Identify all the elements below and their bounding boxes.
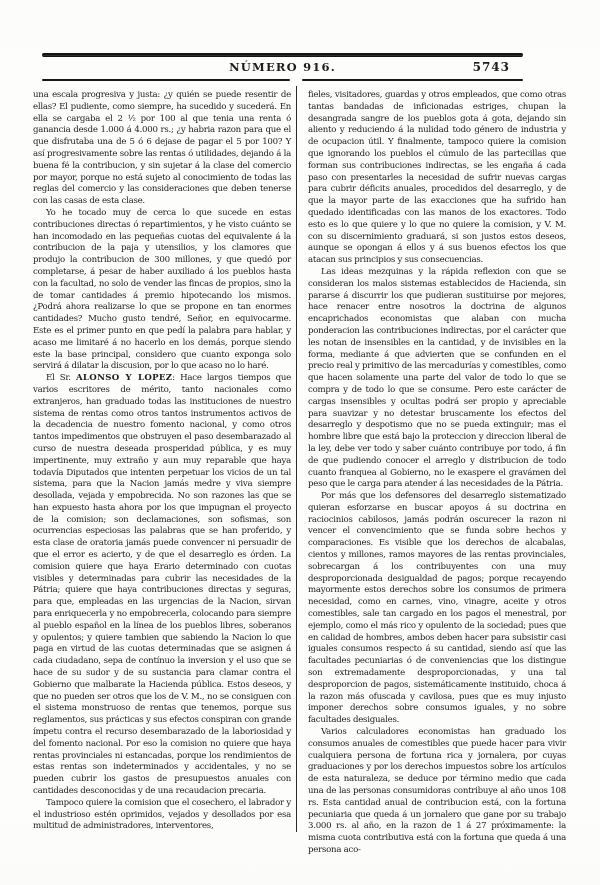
paragraph-text: : Hace largos tiempos que varios escritores de mérito, tanto nacionales como extranjeros, han graduado todas las instituciones de nuestro sistema de rentas como otros tantos instrumentos activos de la decadencia de nuestro fomento nacional, y como otros tantos impedimentos que obstruyen el paso desembarazado al curso de nuestra deseada prosperidad pública, y es muy impertinente, muy extraño y aun muy reparable que haya todavía Diputados que intenten perpetuar los vicios de un tal sistema, para que la Nacion jamás medre y viva siempre desollada, vejada y empobrecida. No son razones las que se han expuesto hasta ahora por los que impugnan el proyecto de la comision; son declamaciones, son sofismas, son ocurrencias especiosas las palabras que se han proferido, y esta clase de oratoria jamás puede convencer ni persuadir de que el error es acierto, y de que el desarreglo es órden. La comision quiere que haya Erario determinado con cuotas visibles y determinadas para cubrir las necesidades de la Pátria; quiere que haya contribuciones directas y seguras, para que, empleadas en las urgencias de la Nacion, sirvan para enriquecerla y no empobrecerla, colocando para siempre al pueblo español en la línea de los pueblos libres, soberanos y opulentos; y quiere tambien que sabiendo la Nacion lo que paga en virtud de las cuotas determinadas que se asignen á cada ciudadano, sepa de contínuo la inversion y el uso que se hace de su sudor y de su sustancia para clamar contra el Gobierno que malbarate la Hacienda pública. Estos deseos, y que no pueden ser otros que los de V. M., no se consiguen con el sistema monstruoso de rentas que tenemos, porque sus reglamentos, sus prácticas y sus efectos conspiran con grande ímpetu contra el recurso desembarazado de la laboriosidad y del fomento nacional. Por eso la comision no quiere que haya rentas provinciales ni estancadas, porque los rendimientos de estas rentas son indeterminados y accidentales, y no se pueden cubrir los gastos de presupuestos anuales con cantidades desconocidas y de una recaudacion precaria. (33, 373, 291, 797)
paragraph (33, 373, 291, 798)
paragraph-text: Por más que los defensores del desarreglo sistematizado quieran esforzarse en buscar apoyos á su doctrina en raciocinios cabilosos, jamás podrán oscurecer la razon ni vencer el convencimiento que se funda sobre hechos y comparaciones. Es visible que los derechos de alcabalas, cientos y millones, ramos mayores de las rentas provinciales, sobrecargan á los contribuyentes con una muy desproporcionada desigualdad de pagos; porque recayendo mayormente estos derechos sobre los consumos de primera necesidad, como en carnes, vino, vinagre, aceite y otros comestibles, sale tan cargado en los pagos el menestral, por ejemplo, como el más rico y opulento de la sociedad; pues que en calidad de hombres, ambos deben hacer para subsistir casi iguales consumos respecto á su cantidad, siendo así que las facultades pecuniarias ó de conveniencias que los distingue son extremadamente desproporcionadas, y una tal desproporcion de pagos, sistemáticamente instituido, choca á la razon más ofuscada y cavilosa, pues que es muy injusto imponer derechos sobre consumos iguales, y no sobre facultades desiguales. (308, 491, 566, 726)
right-text-column (308, 90, 566, 857)
paragraph-text: El Sr. (46, 373, 76, 384)
paragraph-text: Tampoco quiere la comision que el cosechero, el labrador y el industrioso estén oprimidos, vejados y desollados por esa multitud de administradores, interventores, (33, 797, 291, 832)
page-number: 5743 (472, 60, 510, 74)
speaker-name: ALONSO Y LOPEZ (75, 373, 173, 384)
paragraph-text: una escala progresiva y justa: ¿y quién se puede resentir de ellas? El pudiente, como siempre, ha sucedido y sucederá. En ella se cargaba el 2 ½ por 100 al que tenia una renta ó ganancia desde 1.000 á 4.000 rs.; ¿y habria razon para que el que disfrutaba una de 5 ó 6 dejase de pagar el 5 por 100? Y así progresivamente sobre las rentas ó utilidades, dejando á la buena fé la contribucion, y sin sujetar á la clase del comercio por mayor, porque no está sujeto al conocimiento de todas las reglas del comercio y las consideraciones que deben tenerse con las casas de esta clase. (33, 90, 291, 207)
left-text-column (33, 90, 291, 833)
paragraph (308, 491, 566, 727)
paragraph-text: fieles, visitadores, guardas y otros empleados, que como otras tantas bandadas de inficionadas estriges, chupan la desangrada sangre de los pueblos gota á gota, dejando sin aliento y reduciendo á la nulidad todo género de industria y de ocupacion útil. Y finalmente, tampoco quiere la comision que ignorando los pueblos el cúmulo de las partecillas que forman sus contribuciones indirectas, se les engaña á cada paso con presentarles la necesidad de sufrir nuevas cargas para cubrir déficits anuales, procedidos del desarreglo, y de que la mayor parte de las exacciones que ha sufrido han quedado identificadas con las manos de los exactores. Todo esto es lo que quiere y lo que no quiere la comision, y V. M. con su discernimiento graduará, si son justos estos deseos, aunque se opongan á ellos y á sus buenos efectos los que atacan sus principios y sus consecuencias. (308, 90, 566, 266)
paragraph-text: Varios calculadores economistas han graduado los consumos anuales de comestibles que puede hacer para vivir cualquiera persona de fortuna rica y jornalera, por cuyas graduaciones y por los derechos impuestos sobre los artículos de esta naturaleza, se deduce por término medio que cada una de las personas consumidoras contribuye al año unos 108 rs. Esta cantidad anual de contribucion está, con la fortuna pecuniaria que queda á un jornalero que gane por su trabajo 3.000 rs. al año, en la razon de 1 á 27 próximamente: la misma cuota contributiva está con la fortuna que queda á una persona aco- (308, 727, 566, 855)
paragraph (33, 798, 291, 833)
column-divider-rule (296, 86, 297, 832)
header-rule-left-segment (42, 79, 290, 81)
header-rule-top (42, 53, 523, 57)
paragraph (308, 727, 566, 857)
paragraph (308, 267, 566, 491)
paragraph (308, 90, 566, 267)
paragraph (33, 208, 291, 373)
paragraph-text: Las ideas mezquinas y la rápida reflexion con que se consideran los malos sistemas establecidos de Hacienda, sin pararse á discurrir los que pudieran sustituirse por mejores, hace renacer entre nosotros la doctrina de algunos encaprichados economistas que alaban con mucha ponderacion las contribuciones indirectas, por el carácter que les notan de insensibles en la cantidad, y de invisibles en la forma, mediante á que advierten que se confunden en el precio real y primitivo de las mercadurías y comestibles, como que hacen solamente una parte del valor de todo lo que se compra y de todo lo que se consume. Pero este carácter de cargas insensibles y ocultas podrá ser propio y apreciable para suavizar y no detestar bruscamente los efectos del desarreglo y despotismo que no se pueda extinguir; mas el hombre libre que está bajo la proteccion y direccion liberal de la ley, debe ver todo y saber cuánto contribuye por todo, á fin de que pudiendo conocer el arreglo y distribucion de todo cuanto franquea al Gobierno, no le exaspere el gravámen del peso que le carga para atender á las necesidades de la Pátria. (308, 266, 566, 490)
paragraph (33, 90, 291, 208)
issue-number: NÚMERO 916. (229, 60, 336, 74)
paragraph-text: Yo he tocado muy de cerca lo que sucede en estas contribuciones directas ó repartimientos, y he visto cuánto se han incomodado en las pequeñas cuotas del equivalente á la contribucion de la paja y utensilios, y los clamores que produjo la contribucion de 300 millones, y que quedó por completarse, á pesar de haber auxiliado á los pueblos hasta con la facultad, no solo de vender las fincas de propios, sino la de tomar cantidades á premio hipotecando los mismos. ¿Podrá ahora realizarse lo que se propone en tan enormes cantidades? Mucho gusto tendré, Señor, en equivocarme. Este es el primer punto en que pedí la palabra para hablar, y acaso me limitaré á no hacerlo en los demás, porque siendo este la base principal, considero que cuanto exponga solo servirá á dilatar la discusion, por lo que acaso no lo haré. (33, 207, 291, 372)
header-rule-right-segment (302, 79, 523, 81)
